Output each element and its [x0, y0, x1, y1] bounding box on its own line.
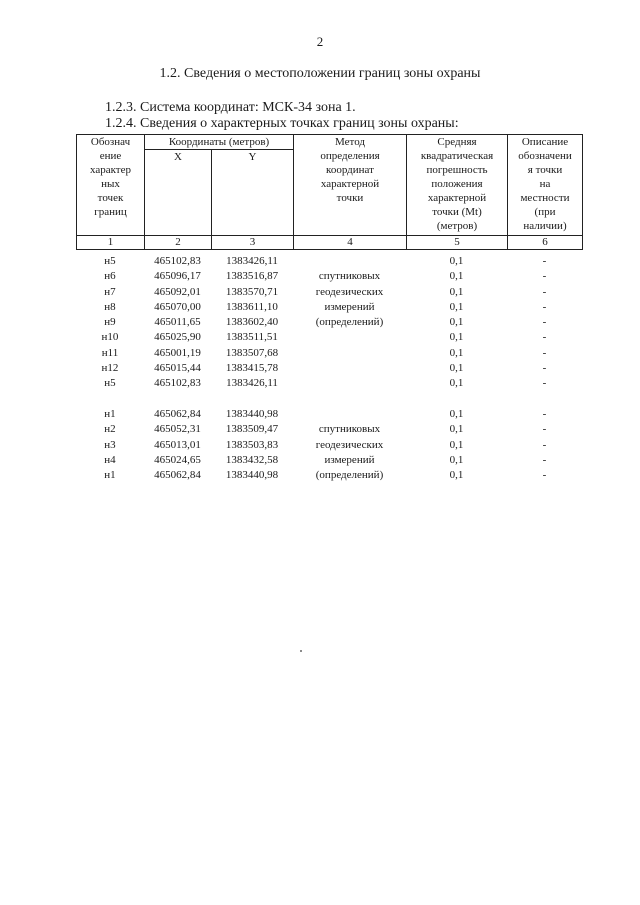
description-cell: -: [542, 316, 547, 329]
points-group-1: [76, 254, 582, 392]
header-line: на: [539, 178, 551, 190]
description-cell: -: [542, 270, 547, 283]
column-number: 3: [212, 236, 294, 250]
header-line: координат: [326, 164, 374, 176]
description-cell: -: [542, 255, 547, 267]
method-line: измерений: [324, 453, 375, 466]
error-cell: 0,1: [449, 362, 464, 375]
y-coordinate-cell: 1383570,71: [225, 285, 279, 298]
error-cell: 0,1: [449, 255, 464, 267]
error-cell: 0,1: [449, 346, 464, 359]
header-error: [407, 135, 508, 236]
error-cell: 0,1: [449, 408, 464, 420]
header-line: характер: [89, 164, 131, 176]
method-cell: [293, 254, 406, 392]
x-coordinate-cell: 465092,01: [154, 285, 201, 298]
header-line: точки: [336, 192, 364, 204]
column-number: 6: [508, 236, 583, 250]
description-cell: -: [542, 438, 547, 451]
method-cell: [293, 407, 406, 483]
y-coordinate-cell: 1383507,68: [225, 346, 279, 359]
point-id-cell: н6: [104, 270, 116, 283]
point-id-cell: н7: [104, 285, 116, 298]
header-line: Метод: [335, 136, 365, 148]
x-coordinate-cell: 465096,17: [154, 270, 201, 283]
points-group-2: [76, 407, 582, 483]
x-coordinate-cell: 465011,65: [154, 316, 201, 329]
header-line: (метров): [436, 220, 478, 232]
x-coordinate-cell: 465102,83: [154, 377, 201, 390]
description-cell: -: [542, 362, 547, 375]
description-cell: -: [542, 453, 547, 466]
point-id-cell: н1: [104, 408, 116, 420]
x-coordinate-cell: 465062,84: [154, 469, 201, 482]
error-cell: 0,1: [449, 377, 464, 390]
y-coordinate-cell: 1383426,11: [226, 255, 278, 267]
error-cell: 0,1: [449, 285, 464, 298]
x-coordinate-cell: 465013,01: [154, 438, 201, 451]
error-cell: 0,1: [449, 438, 464, 451]
y-coordinate-cell: 1383415,78: [225, 362, 279, 375]
point-id-cell: н9: [104, 316, 116, 329]
header-method: [294, 135, 407, 236]
error-cell: 0,1: [449, 270, 464, 283]
y-coordinate-cell: 1383511,51: [226, 331, 278, 344]
point-id-cell: н8: [104, 300, 116, 313]
description-cell: -: [542, 423, 547, 436]
header-x: X: [145, 150, 212, 236]
header-line: ение: [99, 150, 122, 162]
header-line: я точки: [527, 164, 563, 176]
point-id-cell: н4: [104, 453, 116, 466]
error-cell: 0,1: [449, 300, 464, 313]
description-cell: -: [542, 331, 547, 344]
table-row: [76, 407, 582, 422]
y-coordinate-cell: 1383611,10: [226, 300, 278, 313]
method-line: (определений): [315, 469, 384, 482]
point-id-cell: н1: [104, 469, 116, 482]
description-cell: -: [542, 408, 547, 420]
header-line: точек: [97, 192, 124, 204]
error-cell: 0,1: [449, 316, 464, 329]
y-coordinate-cell: 1383602,40: [225, 316, 279, 329]
header-line: квадратическая: [420, 150, 494, 162]
column-number: 4: [294, 236, 407, 250]
y-coordinate-cell: 1383440,98: [225, 469, 279, 482]
point-id-cell: н11: [101, 346, 119, 359]
y-coordinate-cell: 1383432,58: [225, 453, 279, 466]
x-coordinate-cell: 465062,84: [154, 408, 201, 420]
x-coordinate-cell: 465025,90: [154, 331, 201, 344]
points-title-line: 1.2.4. Сведения о характерных точках границ зоны охраны:: [105, 116, 459, 131]
description-cell: -: [542, 285, 547, 298]
x-coordinate-cell: 465070,00: [154, 300, 201, 313]
header-line: Описание: [521, 136, 569, 148]
description-cell: -: [542, 377, 547, 390]
description-cell: -: [542, 300, 547, 313]
point-id-cell: н12: [101, 362, 119, 375]
x-coordinate-cell: 465102,83: [154, 255, 201, 267]
x-coordinate-cell: 465001,19: [154, 346, 201, 359]
header-coordinates: Координаты (метров): [145, 135, 294, 150]
header-line: (при: [534, 206, 556, 218]
header-line: обозначени: [518, 150, 572, 162]
x-coordinate-cell: 465024,65: [154, 453, 201, 466]
scan-speck: [300, 650, 302, 652]
header-description: [508, 135, 583, 236]
header-line: характерной: [320, 178, 380, 190]
header-line: Средняя: [437, 136, 477, 148]
section-title: 1.2. Сведения о местоположении границ зоны охраны: [159, 66, 481, 81]
header-y: Y: [212, 150, 294, 236]
method-line: (определений): [315, 316, 384, 329]
coordinate-system-line: 1.2.3. Система координат: МСК-34 зона 1.: [105, 100, 356, 115]
method-line: геодезических: [315, 285, 384, 298]
method-line: геодезических: [315, 438, 384, 451]
error-cell: 0,1: [449, 469, 464, 482]
description-cell: -: [542, 469, 547, 482]
y-coordinate-cell: 1383440,98: [225, 408, 279, 420]
description-cell: -: [542, 346, 547, 359]
header-line: точки (Mt): [432, 206, 482, 218]
x-coordinate-cell: 465015,44: [154, 362, 201, 375]
header-line: ных: [101, 178, 120, 190]
header-line: характерной: [427, 192, 487, 204]
error-cell: 0,1: [449, 331, 464, 344]
method-line: спутниковых: [318, 270, 381, 283]
header-line: погрешность: [426, 164, 488, 176]
header-line: определения: [320, 150, 380, 162]
point-id-cell: н5: [104, 377, 116, 390]
header-line: Обознач: [90, 136, 131, 148]
point-id-cell: н2: [104, 423, 116, 436]
header-line: границ: [94, 206, 127, 218]
column-number: 2: [145, 236, 212, 250]
x-coordinate-cell: 465052,31: [154, 423, 201, 436]
header-line: положения: [431, 178, 483, 190]
error-cell: 0,1: [449, 423, 464, 436]
y-coordinate-cell: 1383516,87: [225, 270, 279, 283]
y-coordinate-cell: 1383503,83: [225, 438, 279, 451]
error-cell: 0,1: [449, 453, 464, 466]
y-coordinate-cell: 1383509,47: [225, 423, 279, 436]
header-point-designation: [77, 135, 145, 236]
method-line: спутниковых: [318, 423, 381, 436]
point-id-cell: н10: [101, 331, 119, 344]
method-line: измерений: [324, 300, 375, 313]
column-number: 5: [407, 236, 508, 250]
points-table-header: [76, 134, 583, 250]
table-row: [76, 254, 582, 269]
page-number: 2: [316, 34, 324, 49]
header-line: местности: [520, 192, 570, 204]
point-id-cell: н3: [104, 438, 116, 451]
y-coordinate-cell: 1383426,11: [226, 377, 278, 390]
point-id-cell: н5: [104, 255, 116, 267]
header-line: наличии): [523, 220, 567, 232]
column-number: 1: [77, 236, 145, 250]
